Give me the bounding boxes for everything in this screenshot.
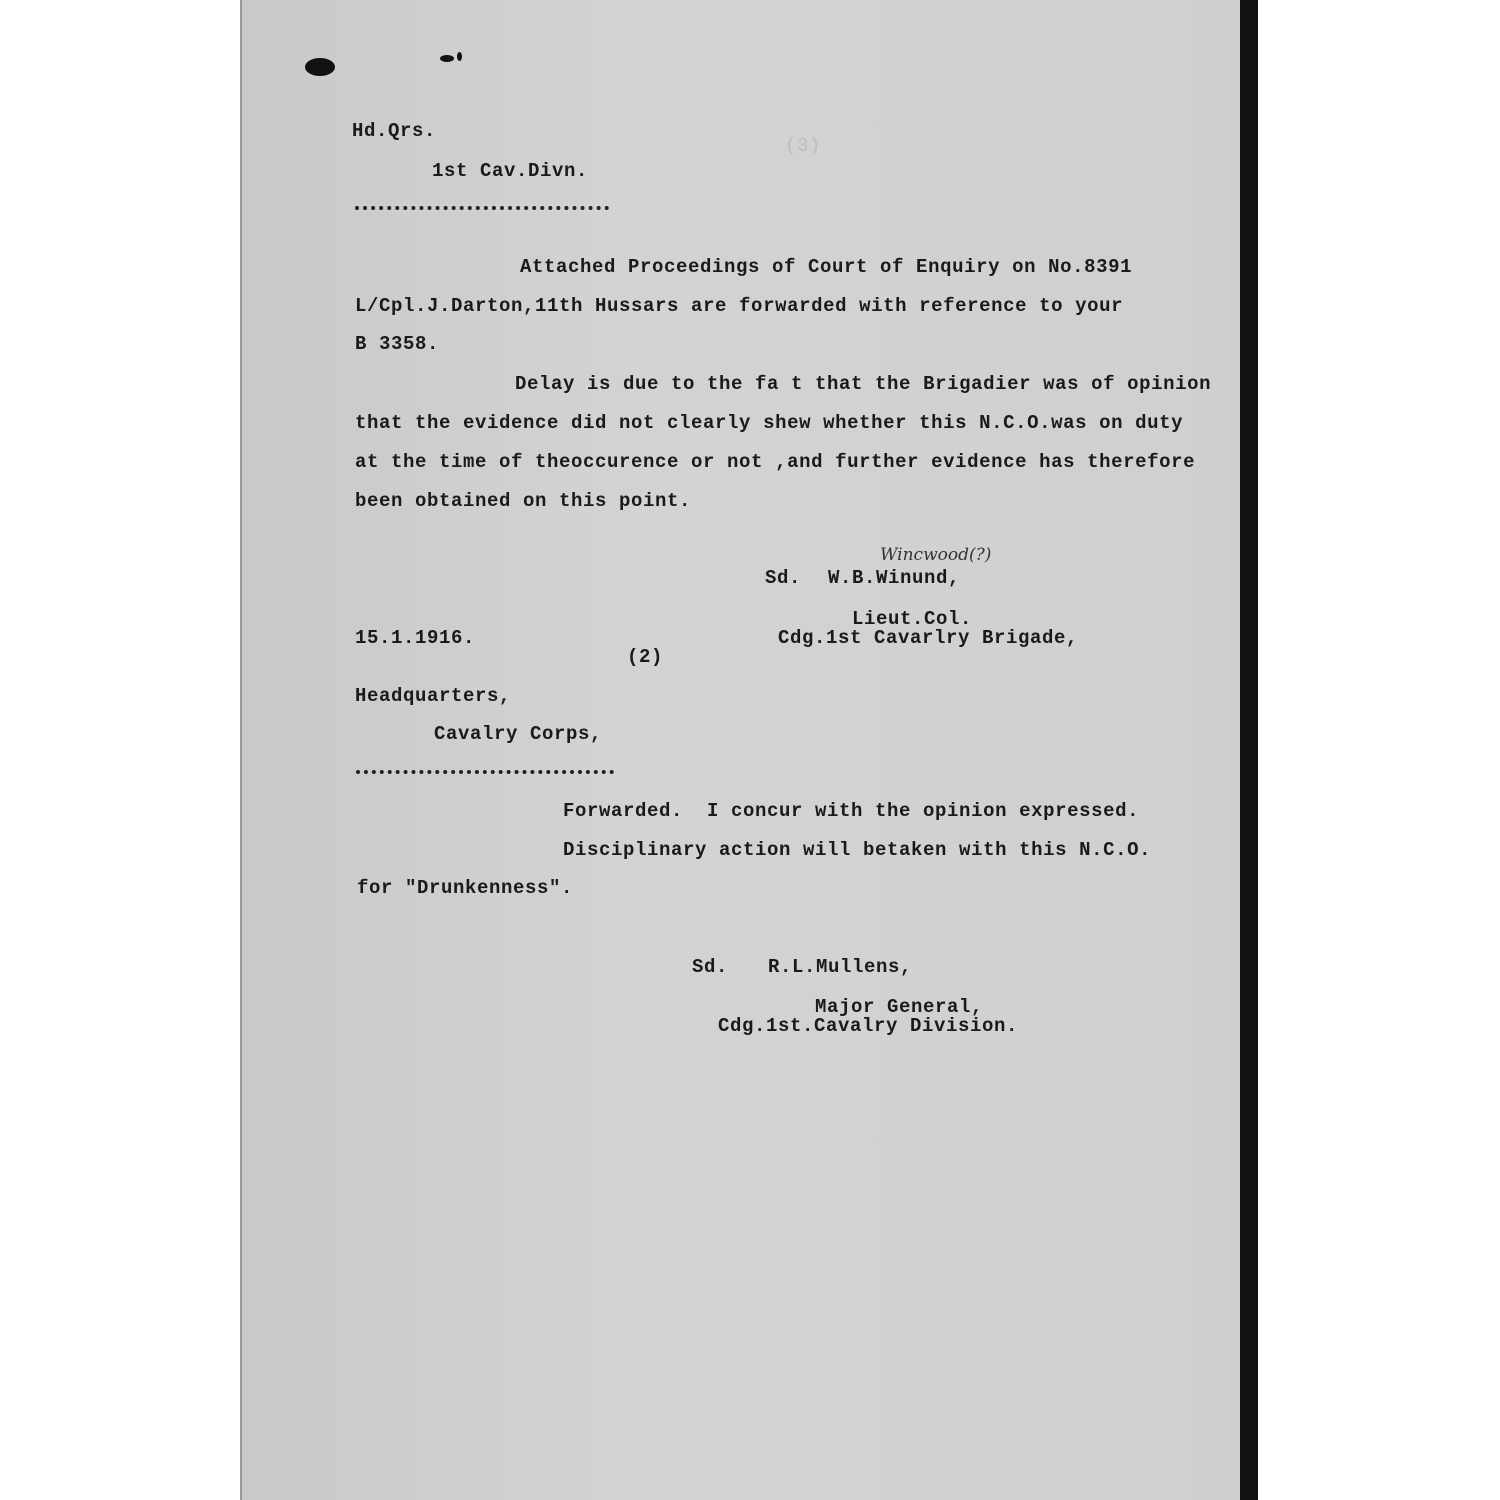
scan-border [1240,0,1258,1500]
para1-line1: Attached Proceedings of Court of Enquiry on No.8391 [520,256,1133,278]
handwritten-correction: Wincwood(?) [880,545,992,565]
signatory-command: Cdg.1st Cavarlry Brigade, [778,627,1079,649]
para2-line4: been obtained on this point. [355,490,692,512]
para2-line2: that the evidence did not clearly shew whether this N.C.O.was on duty [355,412,1184,434]
ink-dot [457,52,462,61]
para1-line3: B 3358. [355,333,440,355]
page-mark: (3) [785,135,822,157]
ink-smudge [305,58,335,76]
minute-number: (2) [627,646,664,668]
para1-line2: L/Cpl.J.Darton,11th Hussars are forwarded with reference to your [355,295,1124,317]
signatory2-command: Cdg.1st.Cavalry Division. [718,1015,1019,1037]
addressee-line-1: Hd.Qrs. [352,120,437,142]
minute2-line3: for "Drunkenness". [357,877,574,899]
signature-sd: Sd. [765,567,802,589]
signature2-sd: Sd. [692,956,729,978]
signatory2-name: R.L.Mullens, [768,956,913,978]
minute2-line2: Disciplinary action will betaken with this N.C.O. [563,839,1152,861]
addressee-line-2: 1st Cav.Divn. [432,160,589,182]
date: 15.1.1916. [355,627,476,649]
document-page [240,0,1258,1500]
separator-line [355,206,609,214]
separator-line [356,770,614,778]
signatory2-rank: Major General, [815,996,984,1018]
page-edge [240,0,242,1500]
addressee2-line-2: Cavalry Corps, [434,723,603,745]
signatory-rank: Lieut.Col. [852,608,973,630]
ink-smudge [440,55,454,62]
signatory-name: W.B.Winund, [828,567,961,589]
minute2-line1: Forwarded. I concur with the opinion expressed. [563,800,1140,822]
para2-line1: Delay is due to the fa t that the Brigadier was of opinion [515,373,1212,395]
addressee2-line-1: Headquarters, [355,685,512,707]
para2-line3: at the time of theoccurence or not ,and further evidence has therefore [355,451,1196,473]
